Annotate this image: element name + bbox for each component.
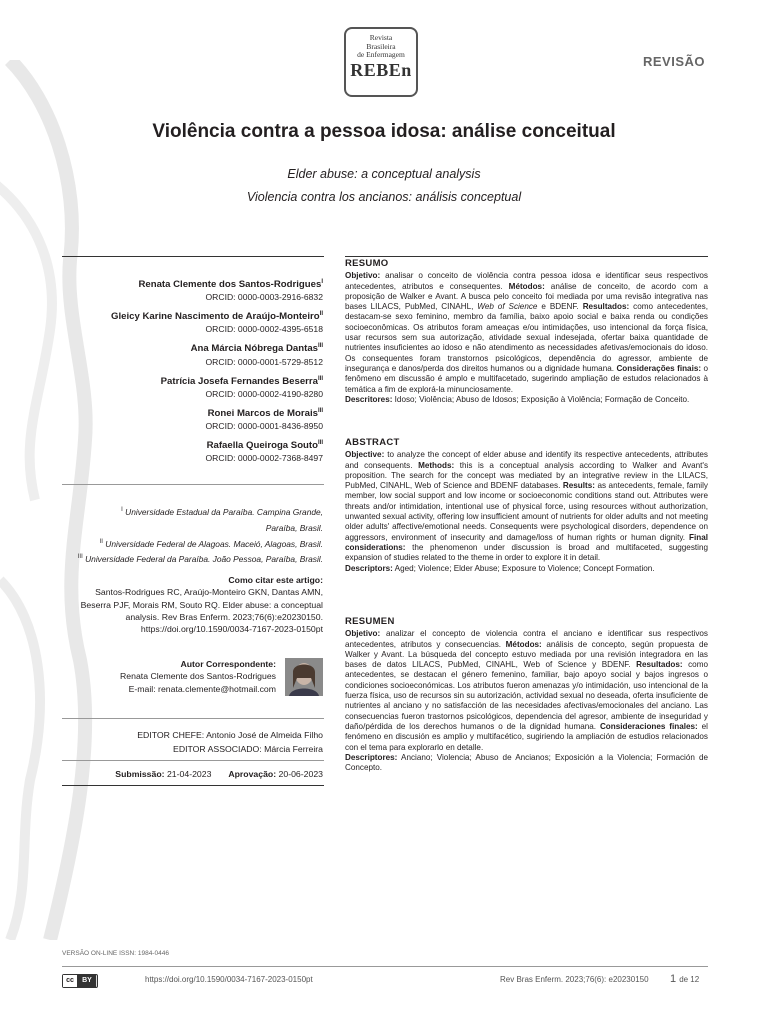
author-list bbox=[23, 276, 323, 469]
abstract-conclusions-label: Final considerations: bbox=[345, 532, 708, 552]
author-orcid[interactable]: ORCID: 0000-0001-5729-8512 bbox=[205, 356, 323, 367]
dates-block bbox=[23, 769, 323, 779]
resumen-conclusions: el fenómeno en discusión es amplio y multifacético, sugiriendo la ampliación de estudios relacionados con el tema para explorarlo en detalle. bbox=[345, 721, 708, 752]
corresponding-author bbox=[26, 658, 276, 695]
resumo-methods: análise de conceito, de acordo com a proposição de Walker e Avant. A busca pelo conceito foi mediada por uma revisão integrativa nas bases LILACS, PubMed, CINAHL, bbox=[345, 281, 708, 312]
editor-associate: EDITOR ASSOCIADO: Márcia Ferreira bbox=[173, 744, 323, 754]
citation-heading: Como citar este artigo: bbox=[228, 575, 323, 585]
affiliation-line: Paraíba, Brasil. bbox=[265, 522, 323, 533]
resumen-methods-label: Métodos: bbox=[505, 639, 542, 649]
english-title: Elder abuse: a conceptual analysis bbox=[287, 167, 481, 181]
abstract-descriptors bbox=[345, 564, 708, 574]
author-entry bbox=[23, 308, 323, 336]
citation-line: Santos-Rodrigues RC, Araújo-Monteiro GKN, Dantas AMN, bbox=[95, 587, 323, 598]
author-name: Gleicy Karine Nascimento de Araújo-Monteiro$^{II}$ bbox=[111, 311, 323, 323]
author-photo bbox=[285, 658, 323, 696]
divider bbox=[62, 760, 324, 761]
logo-line-2: Brasileira bbox=[366, 41, 396, 51]
resumo-descriptors-label: Descritores: bbox=[345, 394, 393, 404]
author-orcid[interactable]: ORCID: 0000-0002-7368-8497 bbox=[205, 453, 323, 464]
author-entry bbox=[23, 373, 323, 401]
resumen-section bbox=[345, 617, 708, 773]
journal-logo bbox=[344, 27, 418, 97]
divider bbox=[62, 785, 324, 786]
resumo-methods-end: e BDENF. bbox=[537, 302, 583, 312]
page-total: de 12 bbox=[679, 975, 700, 984]
resumo-body bbox=[345, 271, 708, 395]
resumen-results: como antecedentes, se destacan el género femenino, familiar, bajo apoyo social y bajos ingresos o condiciones socioeconómicas. Los atributos fueron amenazas y/o intimidación, uso intencional de la fuerza física, uso de recursos sin su autorización, actividad sexual no deseada, oferta insuficiente de nutrientes al anciano y no satisfacción de las necesidades afectivas/emocionales del anciano. Las consecuencias fueron trastornos psicológicos, dependencia del agresor, ambiente de inseguridad y daño/pérdida de los derechos humanos o de la dignidad humana. bbox=[345, 660, 708, 731]
resumen-conclusions-label: Consideraciones finales: bbox=[599, 721, 698, 731]
citation-line: Beserra PJF, Morais RM, Souto RQ. Elder abuse: a conceptual bbox=[80, 599, 323, 610]
resumen-methods: análisis de concepto, según propuesta de Walker y Avant. La búsqueda del concepto estuvo mediada por una revisión integradora en las bases de datos LILACS, PubMed, CINAHL, Web of Science y BDENF. bbox=[345, 639, 708, 670]
abstract-descriptors-label: Descriptors: bbox=[345, 563, 393, 573]
abstract-results: as antecedents, female, family member, low social support and low income or socioeconomic conditions stand out. Attributes were threats and/or intimidation, intentional use of physical force, using resources without authorization, unwanted sexual activity, offering low insufficient amount of nutrients for older adults and not meeting older adults' affective/emotional needs. Consequents were psychological disorders, dependence on aggressors, environment of insecurity and damage/loss of human rights or human dignity. bbox=[345, 481, 708, 542]
author-name: Rafaella Queiroga Souto$^{III}$ bbox=[206, 439, 323, 452]
editors-block bbox=[23, 728, 323, 756]
resumo-conclusions: o fenômeno em discussão é amplo e multifacetado, sugerindo ampliação de estudos relacionados à temática a fim de explorá-la minunciosamente. bbox=[345, 363, 709, 394]
author-orcid[interactable]: ORCID: 0000-0002-4190-8280 bbox=[205, 388, 323, 399]
page-current: 1 bbox=[670, 973, 677, 985]
author-orcid[interactable]: ORCID: 0000-0003-2916-6832 bbox=[205, 292, 323, 303]
resumo-heading: RESUMO bbox=[345, 258, 389, 269]
affiliation-line: $^{III}$ Universidade Federal da Paraíba. João Pessoa, Paraíba, Brasil. bbox=[77, 554, 323, 565]
abstract-objective: to analyze the concept of elder abuse and identify its respective antecedents, attributes and consequents. bbox=[345, 450, 708, 470]
author-entry bbox=[23, 437, 323, 465]
resumen-heading: RESUMEN bbox=[345, 616, 395, 627]
affiliation-line: $^I$ Universidade Estadual da Paraíba. Campina Grande, bbox=[121, 506, 323, 517]
resumo-results: como antecedentes, destacam-se sexo feminino, membro da família, baixo apoio social e baixa renda ou condições socioeconômicas. Os atributos foram ameaças e/ou intimidações, uso intencional da força física, usar recursos sem sua autorização, atividade sexual indesejada, ofertar baixa quantidade de nutrientes insuficientes ao idoso e não atendimento as necessidades afetivas/emocionais do idoso. Os consequentes foram transtornos psicológicos, dependência do agressor, ambiente de insegurança e danos/perda dos direitos humanos ou a dignidade humana. bbox=[345, 302, 709, 373]
affiliations bbox=[3, 503, 323, 566]
approved-label: Aprovação: bbox=[228, 769, 277, 779]
divider bbox=[62, 484, 324, 485]
logo-line-1: Revista bbox=[369, 33, 393, 42]
author-orcid[interactable]: ORCID: 0000-0001-8436-8950 bbox=[205, 420, 323, 431]
resumen-results-label: Resultados: bbox=[636, 660, 683, 670]
resumen-descriptors-text: Anciano; Violencia; Abuso de Ancianos; Exposición a la Violencia; Formación de Concepto. bbox=[345, 752, 708, 773]
abstract-descriptors-text: Aged; Violence; Elder Abuse; Exposure to Violence; Concept Formation. bbox=[392, 563, 655, 573]
resumo-objective: analisar o conceito de violência contra pessoa idosa e identificar seus respectivos antecedentes, atributos e consequentes. bbox=[345, 271, 708, 291]
affiliation-line: $^{II}$ Universidade Federal de Alagoas. Maceió, Alagoas, Brasil. bbox=[99, 538, 323, 549]
resumo-section bbox=[345, 259, 708, 405]
author-entry bbox=[23, 405, 323, 433]
approved-date: 20-06-2023 bbox=[278, 769, 323, 779]
divider bbox=[345, 256, 708, 257]
logo-acronym: REBEn bbox=[350, 59, 412, 80]
resumo-methods-italic: Web of Science bbox=[477, 302, 538, 312]
logo-line-3: de Enfermagem bbox=[357, 50, 405, 59]
author-orcid[interactable]: ORCID: 0000-0002-4395-6518 bbox=[205, 324, 323, 335]
submitted-date: 21-04-2023 bbox=[166, 769, 212, 779]
resumo-descriptors bbox=[345, 395, 708, 405]
resumo-results-label: Resultados: bbox=[582, 302, 630, 312]
resumen-objective-label: Objetivo: bbox=[345, 629, 381, 639]
citation-block bbox=[23, 574, 323, 635]
cc-label: cc bbox=[63, 975, 78, 987]
abstract-methods: this is a conceptual analysis according to Walker and Avant's proposition. The search for the concept was mediated by an integrative review in the LILACS, PubMed, CINAHL, Web of Science and BDENF databases. bbox=[345, 460, 709, 491]
editor-chief: EDITOR CHEFE: Antonio José de Almeida Filho bbox=[137, 730, 323, 740]
resumo-methods-label: Métodos: bbox=[508, 281, 545, 291]
citation-line: analysis. Rev Bras Enferm. 2023;76(6):e20230150. bbox=[125, 611, 323, 622]
section-label: REVISÃO bbox=[642, 54, 705, 69]
resumo-descriptors-text: Idoso; Violência; Abuso de Idosos; Exposição à Violência; Formação de Conceito. bbox=[392, 394, 690, 404]
resumen-descriptors-label: Descriptores: bbox=[345, 752, 398, 762]
author-name: Renata Clemente dos Santos-Rodrigues$^I$ bbox=[138, 279, 323, 291]
abstract-body bbox=[345, 450, 708, 563]
abstract-section bbox=[345, 438, 708, 574]
author-entry bbox=[23, 276, 323, 304]
abstract-conclusions: the phenomenon under discussion is broad and multifaceted, suggesting expansion of studies related to the theme in order to explore it in detail. bbox=[345, 542, 708, 563]
resumen-descriptors bbox=[345, 753, 708, 774]
abstract-methods-label: Methods: bbox=[418, 460, 455, 470]
page-number bbox=[670, 973, 699, 985]
abstract-objective-label: Objective: bbox=[345, 450, 385, 460]
by-label: BY bbox=[78, 975, 96, 987]
corresponding-email[interactable]: E-mail: renata.clemente@hotmail.com bbox=[128, 683, 276, 694]
footer-doi-link[interactable]: https://doi.org/10.1590/0034-7167-2023-0150pt bbox=[145, 975, 313, 984]
resumen-body bbox=[345, 629, 708, 753]
abstract-heading: ABSTRACT bbox=[345, 437, 400, 448]
cc-by-license-icon[interactable] bbox=[62, 974, 98, 988]
citation-doi-link[interactable]: https://doi.org/10.1590/0034-7167-2023-0150pt bbox=[140, 624, 323, 635]
divider bbox=[62, 256, 324, 257]
submitted-label: Submissão: bbox=[115, 769, 165, 779]
author-name: Ana Márcia Nóbrega Dantas$^{III}$ bbox=[190, 343, 323, 355]
author-name: Patrícia Josefa Fernandes Beserra$^{III}$ bbox=[160, 375, 323, 387]
spanish-title: Violencia contra los ancianos: análisis conceptual bbox=[246, 190, 522, 204]
issn: VERSÃO ON-LINE ISSN: 1984-0446 bbox=[62, 950, 169, 957]
resumo-conclusions-label: Considerações finais: bbox=[616, 363, 702, 373]
footer-divider bbox=[62, 966, 708, 967]
resumen-objective: analizar el concepto de violencia contra el anciano e identificar sus respectivos antecedentes, atributos y consecuencias. bbox=[345, 629, 708, 649]
author-entry bbox=[23, 340, 323, 368]
article-title: Violência contra a pessoa idosa: análise conceitual bbox=[152, 121, 616, 142]
abstract-results-label: Results: bbox=[562, 481, 595, 491]
divider bbox=[62, 718, 324, 719]
footer-reference: Rev Bras Enferm. 2023;76(6): e20230150 bbox=[500, 975, 649, 984]
author-name: Ronei Marcos de Morais$^{III}$ bbox=[207, 407, 323, 419]
corresponding-name: Renata Clemente dos Santos-Rodrigues bbox=[120, 671, 276, 682]
resumo-objective-label: Objetivo: bbox=[345, 271, 381, 281]
corresponding-heading: Autor Correspondente: bbox=[180, 659, 276, 669]
